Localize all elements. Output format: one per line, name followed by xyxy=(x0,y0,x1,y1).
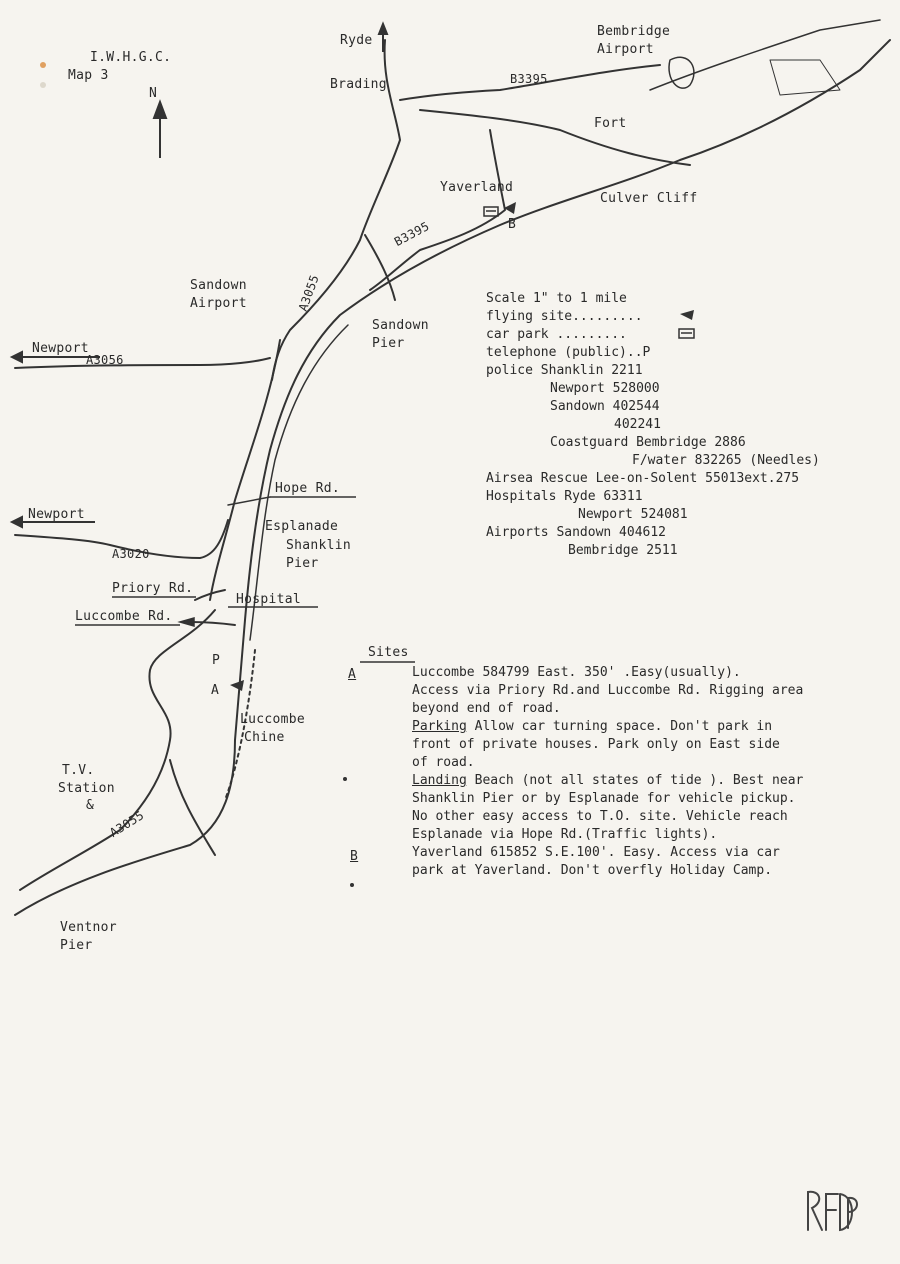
label-sandown-airport-2: Airport xyxy=(190,296,247,311)
site-b-line: park at Yaverland. Don't overfly Holiday Camp. xyxy=(412,863,773,878)
label-sandown-airport: Sandown xyxy=(190,278,247,293)
legend-police-sandown: Sandown 402544 xyxy=(550,399,660,414)
legend xyxy=(486,290,820,560)
road-a3055-south xyxy=(20,610,215,890)
road-luccombe xyxy=(190,622,235,625)
road-ventnor xyxy=(170,760,215,855)
label-newport-south: Newport xyxy=(28,507,85,522)
label-hospital: Hospital xyxy=(236,592,302,607)
landing-line: Shanklin Pier or by Esplanade for vehicle pickup. xyxy=(412,791,796,806)
signature-mark-icon xyxy=(800,1180,862,1242)
site-a-label: A xyxy=(348,667,357,682)
label-bembridge: Bembridge xyxy=(597,24,671,39)
legend-airports: Airports Sandown 404612 xyxy=(486,525,667,540)
road-label-a3055-north: A3055 xyxy=(295,272,322,314)
road-label-a3020: A3020 xyxy=(112,547,150,561)
sites-text xyxy=(412,664,803,880)
road-label-b3395-north: B3395 xyxy=(510,72,548,86)
north-label: N xyxy=(149,86,158,101)
label-shanklin: Shanklin xyxy=(286,538,352,553)
label-a-marker: A xyxy=(211,683,220,698)
label-culver-cliff: Culver Cliff xyxy=(600,191,698,206)
legend-airsea: Airsea Rescue Lee-on-Solent 55013ext.275 xyxy=(486,471,800,486)
landing-line: Beach (not all states of tide ). Best near xyxy=(466,773,804,788)
legend-car-park: car park ......... xyxy=(486,327,627,342)
label-newport-north: Newport xyxy=(32,341,89,356)
map-number: Map 3 xyxy=(68,68,109,83)
label-chine: Chine xyxy=(244,730,285,745)
parking-line: front of private houses. Park only on East side xyxy=(412,737,780,752)
label-b-marker: B xyxy=(508,217,517,232)
car-park-icon xyxy=(484,207,498,216)
label-brading: Brading xyxy=(330,77,387,92)
legend-telephone: telephone (public)..P xyxy=(486,345,651,360)
flying-site-icon xyxy=(504,202,516,214)
sites-heading: Sites xyxy=(368,645,409,660)
label-tv-1: T.V. xyxy=(62,763,95,778)
road-label-b3395-south: B3395 xyxy=(391,218,432,250)
club-title: I.W.H.G.C. xyxy=(90,50,172,65)
luccombe-rd-arrow-icon xyxy=(180,618,194,626)
label-ventnor: Ventnor xyxy=(60,920,117,935)
north-arrow-icon xyxy=(154,102,166,158)
legend-police-sandown-2: 402241 xyxy=(614,417,661,432)
label-fort: Fort xyxy=(594,116,627,131)
label-yaverland: Yaverland xyxy=(440,180,514,195)
label-tv-3: & xyxy=(86,798,95,813)
label-luccombe-rd: Luccombe Rd. xyxy=(75,609,173,624)
legend-hospitals-newport: Newport 524081 xyxy=(578,507,688,522)
site-a-line: Access via Priory Rd.and Luccombe Rd. Rigging area xyxy=(412,683,804,698)
legend-flying-site: flying site......... xyxy=(486,309,643,324)
label-tv-2: Station xyxy=(58,781,115,796)
harbour xyxy=(669,57,694,88)
road-sandown-shanklin xyxy=(210,340,280,600)
site-a-line: Luccombe 584799 East. 350' .Easy(usually). xyxy=(412,665,741,680)
legend-police: police Shanklin 2211 xyxy=(486,363,643,378)
parking-label: Parking xyxy=(412,719,467,734)
road-a3056 xyxy=(15,358,270,368)
legend-fwater: F/water 832265 (Needles) xyxy=(632,453,820,468)
label-esplanade: Esplanade xyxy=(265,519,339,534)
parking-line: of road. xyxy=(412,755,475,770)
label-sandown-pier: Sandown xyxy=(372,318,429,333)
ryde-arrow-icon xyxy=(379,24,387,52)
legend-police-newport: Newport 528000 xyxy=(550,381,660,396)
road-label-a3056: A3056 xyxy=(86,353,124,367)
landing-line: Esplanade via Hope Rd.(Traffic lights). xyxy=(412,827,718,842)
bullet xyxy=(350,883,354,887)
site-b-line: Yaverland 615852 S.E.100'. Easy. Access via car xyxy=(412,845,780,860)
label-airport: Airport xyxy=(597,42,654,57)
legend-scale: Scale 1" to 1 mile xyxy=(486,291,627,306)
legend-airports-bembridge: Bembridge 2511 xyxy=(568,543,678,558)
legend-hospitals: Hospitals Ryde 63311 xyxy=(486,489,643,504)
label-shanklin-pier: Pier xyxy=(286,556,319,571)
label-ventnor-pier: Pier xyxy=(60,938,93,953)
landing-line: No other easy access to T.O. site. Vehicle reach xyxy=(412,809,788,824)
road-label-a3055-south: A3055 xyxy=(107,808,147,840)
site-a-line: beyond end of road. xyxy=(412,701,561,716)
label-sandown-pier-2: Pier xyxy=(372,336,405,351)
bullet xyxy=(343,777,347,781)
site-b-label: B xyxy=(350,849,359,864)
landing-label: Landing xyxy=(412,773,467,788)
signature-monogram xyxy=(800,1180,862,1242)
label-hope-rd: Hope Rd. xyxy=(275,481,341,496)
label-luccombe: Luccombe xyxy=(240,712,306,727)
label-priory-rd: Priory Rd. xyxy=(112,581,194,596)
flying-site-icon xyxy=(230,680,244,691)
legend-coastguard: Coastguard Bembridge 2886 xyxy=(550,435,746,450)
road-bembridge xyxy=(420,110,690,165)
label-ryde: Ryde xyxy=(340,33,373,48)
parking-line: Allow car turning space. Don't park in xyxy=(466,719,773,734)
label-p-marker: P xyxy=(212,653,221,668)
